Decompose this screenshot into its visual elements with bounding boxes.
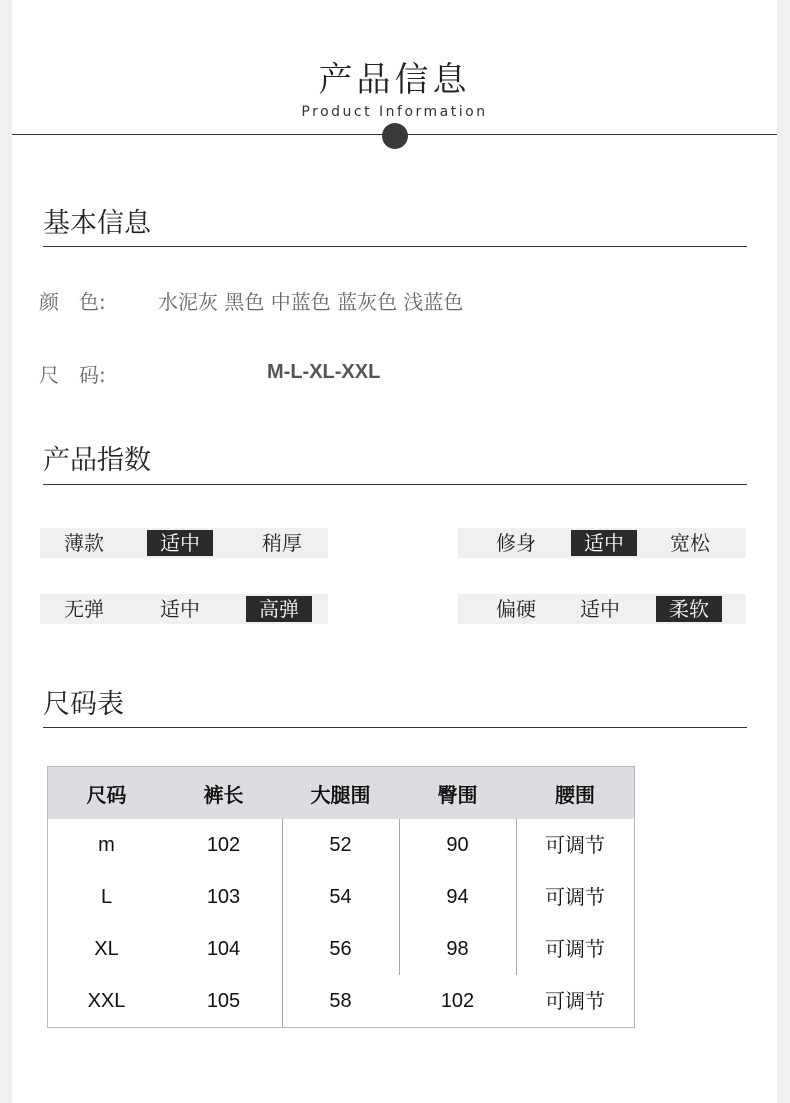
table-cell: L: [100, 886, 113, 908]
index-bar-fit: [458, 528, 746, 558]
section-title-index: 产品指数: [43, 445, 151, 476]
product-info-page: [12, 0, 777, 1103]
index-option-no-stretch: 无弹: [64, 597, 104, 621]
table-cell: m: [98, 834, 115, 856]
table-cell: 94: [446, 886, 469, 908]
size-values: M-L-XL-XXL: [267, 361, 381, 383]
index-bar-thickness: [40, 528, 328, 558]
index-option-moderate-stretch: 适中: [160, 597, 200, 621]
index-option-moderate-soft: 适中: [580, 597, 620, 621]
table-cell: 90: [446, 834, 469, 856]
size-label: 尺 码:: [39, 363, 106, 387]
section-divider-size-table: [43, 727, 747, 728]
column-header-size: 尺码: [86, 783, 127, 807]
table-cell: 102: [440, 990, 475, 1012]
header-dot-ornament: [382, 123, 408, 149]
column-header-thigh: 大腿围: [310, 783, 371, 807]
table-cell: 54: [329, 886, 352, 908]
table-cell: XXL: [87, 990, 126, 1012]
table-cell: 56: [329, 938, 352, 960]
table-cell: 52: [329, 834, 352, 856]
table-cell: XL: [94, 938, 119, 960]
index-option-thick: 稍厚: [262, 531, 302, 555]
index-option-slim: 修身: [496, 531, 536, 555]
index-option-medium-selected: 适中: [147, 530, 213, 556]
section-title-size-table: 尺码表: [43, 689, 124, 720]
table-cell: 105: [206, 990, 241, 1012]
page-title: 产品信息: [318, 60, 471, 100]
section-divider-index: [43, 484, 747, 485]
column-header-length: 裤长: [203, 783, 244, 807]
section-title-basic: 基本信息: [43, 208, 151, 239]
index-option-thin: 薄款: [64, 531, 104, 555]
index-bar-elasticity: [40, 594, 328, 624]
table-cell: 104: [206, 938, 241, 960]
index-option-loose: 宽松: [670, 531, 710, 555]
size-table-header: [48, 767, 634, 819]
page-subtitle: Product Information: [301, 104, 488, 120]
table-cell: 可调节: [545, 989, 605, 1013]
table-cell: 可调节: [545, 937, 605, 961]
color-label: 颜 色:: [39, 290, 106, 314]
section-divider-basic: [43, 246, 747, 247]
column-header-hip: 臀围: [437, 783, 478, 807]
table-cell: 98: [446, 938, 469, 960]
column-header-waist: 腰围: [555, 783, 595, 807]
color-values: 水泥灰 黑色 中蓝色 蓝灰色 浅蓝色: [158, 290, 464, 314]
table-cell: 可调节: [545, 885, 605, 909]
size-table: [47, 766, 635, 1028]
index-option-regular-selected: 适中: [571, 530, 637, 556]
table-cell: 58: [329, 990, 352, 1012]
index-option-firm: 偏硬: [496, 597, 536, 621]
index-option-high-stretch-selected: 高弹: [246, 596, 312, 622]
table-cell: 可调节: [545, 833, 605, 857]
index-bar-softness: [458, 594, 746, 624]
table-cell: 103: [206, 886, 241, 908]
index-option-soft-selected: 柔软: [656, 596, 722, 622]
table-cell: 102: [206, 834, 241, 856]
